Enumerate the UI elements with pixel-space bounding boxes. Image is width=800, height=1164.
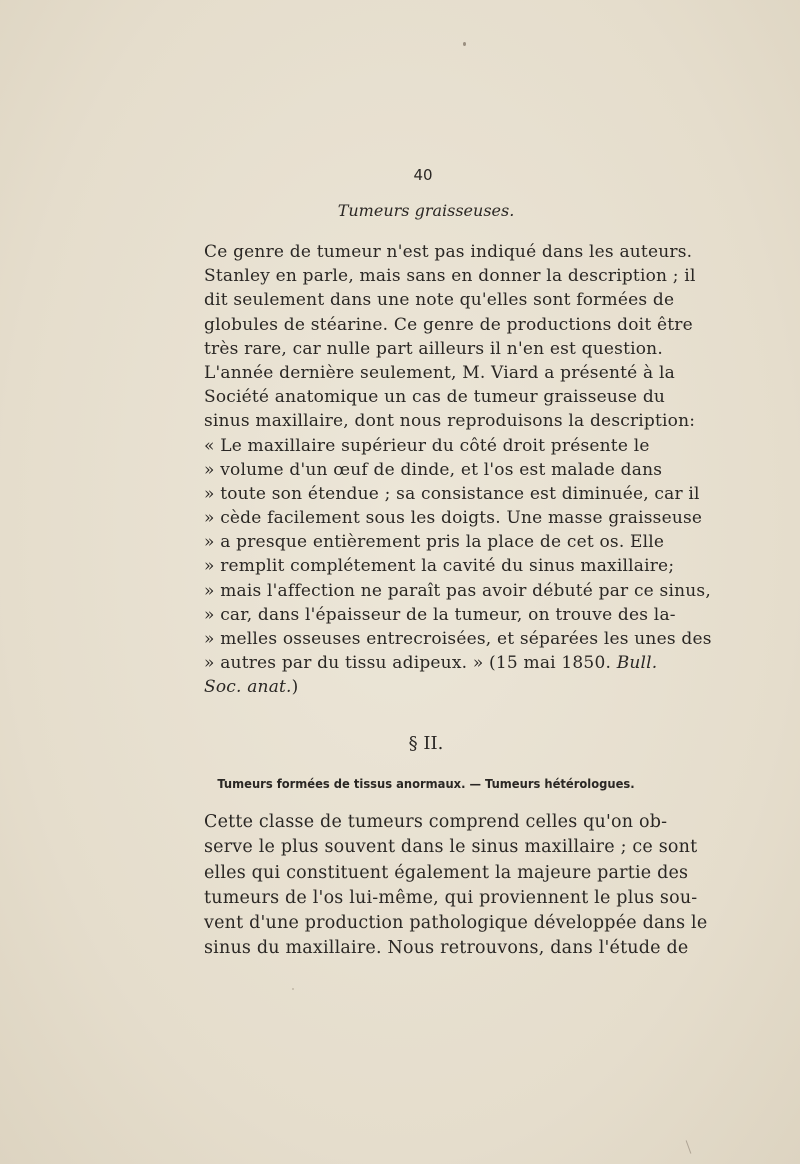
quote-line: « Le maxillaire supérieur du côté droit présente le — [204, 435, 650, 456]
text-line: dit seulement dans une note qu'elles sont formées de — [204, 290, 675, 311]
text-line: tumeurs de l'os lui-même, qui proviennent le plus sou- — [204, 887, 698, 908]
ink-speck — [686, 1140, 692, 1153]
quote-line-with-citation — [204, 651, 658, 675]
text-line: serve le plus souvent dans le sinus maxillaire ; ce sont — [204, 837, 698, 858]
quote-line: » cède facilement sous les doigts. Une masse graisseuse — [204, 508, 703, 529]
page-number: 40 — [413, 166, 433, 184]
quote-line: » car, dans l'épaisseur de la tumeur, on trouve des la- — [204, 604, 676, 625]
quote-line: » volume d'un œuf de dinde, et l'os est malade dans — [204, 459, 663, 480]
text-line: sinus maxillaire, dont nous reproduisons la description: — [204, 411, 696, 432]
text-line: vent d'une production pathologique développée dans le — [204, 913, 708, 934]
text-line: Ce genre de tumeur n'est pas indiqué dans les auteurs. — [204, 242, 693, 262]
quote-line: » mais l'affection ne paraît pas avoir débuté par ce sinus, — [204, 580, 711, 601]
section-title: Tumeurs graisseuses. — [337, 201, 515, 220]
text-line: très rare, car nulle part ailleurs il n'en est question. — [204, 338, 663, 359]
quote-line: » remplit complétement la cavité du sinus maxillaire; — [204, 556, 675, 577]
body-text-block-2 — [204, 810, 708, 962]
subsection-heading: Tumeurs formées de tissus anormaux. — Tumeurs hétérologues. — [217, 777, 635, 791]
text-line: elles qui constituent également la majeure partie des — [204, 862, 689, 883]
text-line: Cette classe de tumeurs comprend celles qu'on ob- — [204, 812, 668, 832]
ink-speck — [463, 42, 466, 46]
text-line: Stanley en parle, mais sans en donner la description ; il — [204, 266, 696, 287]
citation-close: ) — [291, 677, 299, 698]
quote-line: » melles osseuses entrecroisées, et séparées les unes des — [204, 629, 712, 649]
ink-speck — [292, 988, 294, 990]
citation-journal: Bull. — [616, 653, 658, 674]
text-line: sinus du maxillaire. Nous retrouvons, dans l'étude de — [204, 938, 689, 959]
text-line: L'année dernière seulement, M. Viard a présenté à la — [204, 362, 675, 383]
body-text-block-1 — [204, 240, 712, 700]
text-line: globules de stéarine. Ce genre de productions doit être — [204, 314, 693, 335]
text-line: Société anatomique un cas de tumeur graisseuse du — [204, 387, 666, 408]
quote-line: » a presque entièrement pris la place de cet os. Elle — [204, 532, 665, 553]
citation-line — [204, 675, 648, 699]
section-number: § II. — [408, 733, 444, 754]
quote-line-text: » autres par du tissu adipeux. » (15 mai 1850. — [204, 653, 612, 674]
citation-journal-cont: Soc. anat. — [204, 677, 292, 698]
quote-line: » toute son étendue ; sa consistance est diminuée, car il — [204, 483, 700, 504]
